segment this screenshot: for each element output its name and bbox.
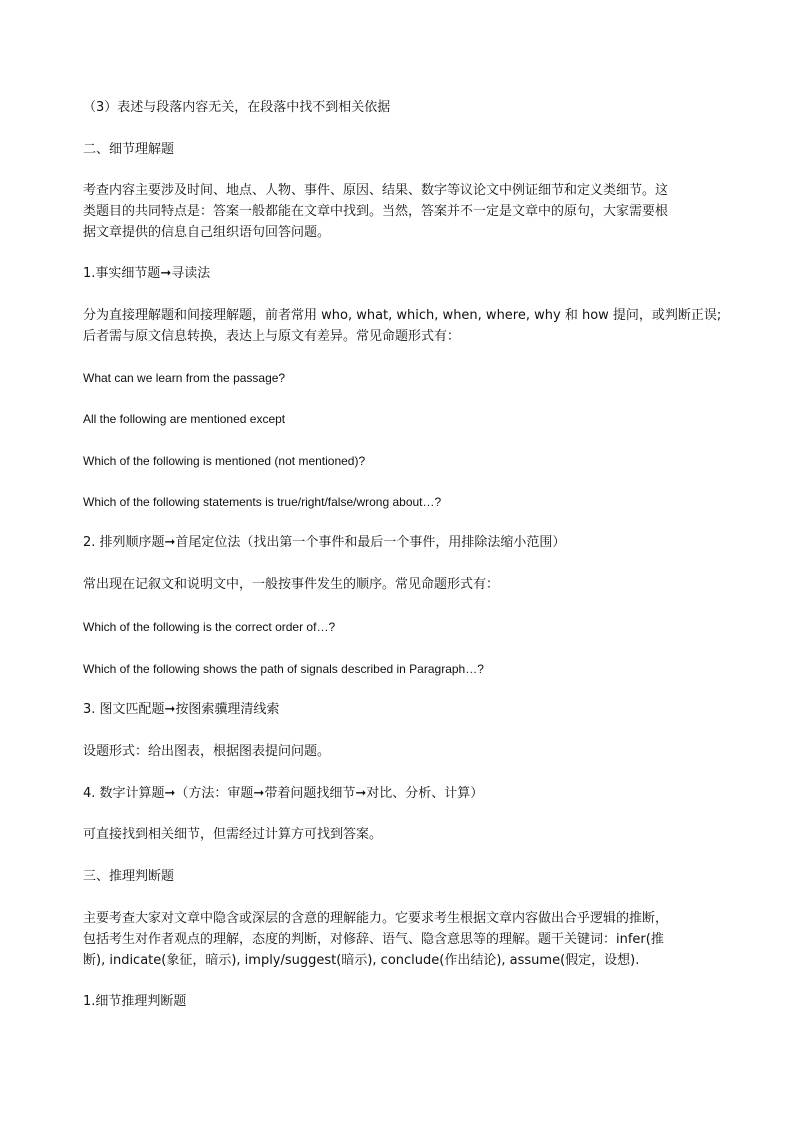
paragraph-order: 常出现在记叙文和说明文中，一般按事件发生的顺序。常见命题形式有： [83, 577, 500, 592]
example-question: What can we learn from the passage? [83, 371, 286, 385]
paragraph-line: 主要考查大家对文章中隐含或深层的含意的理解能力。它要求考生根据文章内容做出合乎逻辑的推断， [83, 911, 669, 926]
paragraph-line: 分为直接理解题和间接理解题，前者常用 who, what, which, when, where, why 和 how 提问，或判断正误; [83, 308, 722, 323]
section-heading-detail: 二、细节理解题 [83, 142, 175, 157]
subheading-calculation: 4. 数字计算题➞（方法：审题➞带着问题找细节➞对比、分析、计算） [83, 786, 484, 801]
example-question: Which of the following is the correct order of…? [83, 620, 336, 634]
subheading-graph-match: 3. 图文匹配题➞按图索骥理清线索 [83, 702, 280, 717]
subheading-fact-detail: 1.事实细节题➞寻读法 [83, 266, 211, 281]
example-question: Which of the following is mentioned (not mentioned)? [83, 454, 366, 468]
list-item-3-irrelevant: （3）表述与段落内容无关，在段落中找不到相关依据 [83, 100, 391, 115]
paragraph-fact-detail [83, 305, 722, 347]
section-heading-inference: 三、推理判断题 [83, 869, 175, 884]
paragraph-inference-intro [83, 908, 715, 971]
paragraph-calculation: 可直接找到相关细节，但需经过计算方可找到答案。 [83, 827, 383, 842]
example-question: All the following are mentioned except [83, 412, 286, 426]
paragraph-line: 包括考生对作者观点的理解，态度的判断，对修辞、语气、隐含意思等的理解。题干关键词：infer(推 [83, 932, 664, 947]
example-question: Which of the following shows the path of signals described in Paragraph…? [83, 662, 484, 676]
subheading-order: 2. 排列顺序题➞首尾定位法（找出第一个事件和最后一个事件，用排除法缩小范围） [83, 535, 566, 550]
paragraph-line: 断), indicate(象征，暗示), imply/suggest(暗示), conclude(作出结论), assume(假定，设想). [83, 953, 640, 968]
paragraph-line: 类题目的共同特点是：答案一般都能在文章中找到。当然，答案并不一定是文章中的原句，大家需要根 [83, 204, 669, 219]
paragraph-detail-intro [83, 180, 715, 243]
paragraph-graph-match: 设题形式：给出图表，根据图表提问问题。 [83, 744, 331, 759]
subheading-detail-inference: 1.细节推理判断题 [83, 994, 187, 1009]
example-question: Which of the following statements is true/right/false/wrong about…? [83, 495, 442, 509]
paragraph-line: 后者需与原文信息转换，表达上与原文有差异。常见命题形式有： [83, 329, 461, 344]
paragraph-line: 据文章提供的信息自己组织语句回答问题。 [83, 225, 331, 240]
paragraph-line: 考查内容主要涉及时间、地点、人物、事件、原因、结果、数字等议论文中例证细节和定义类细节。这 [83, 183, 669, 198]
